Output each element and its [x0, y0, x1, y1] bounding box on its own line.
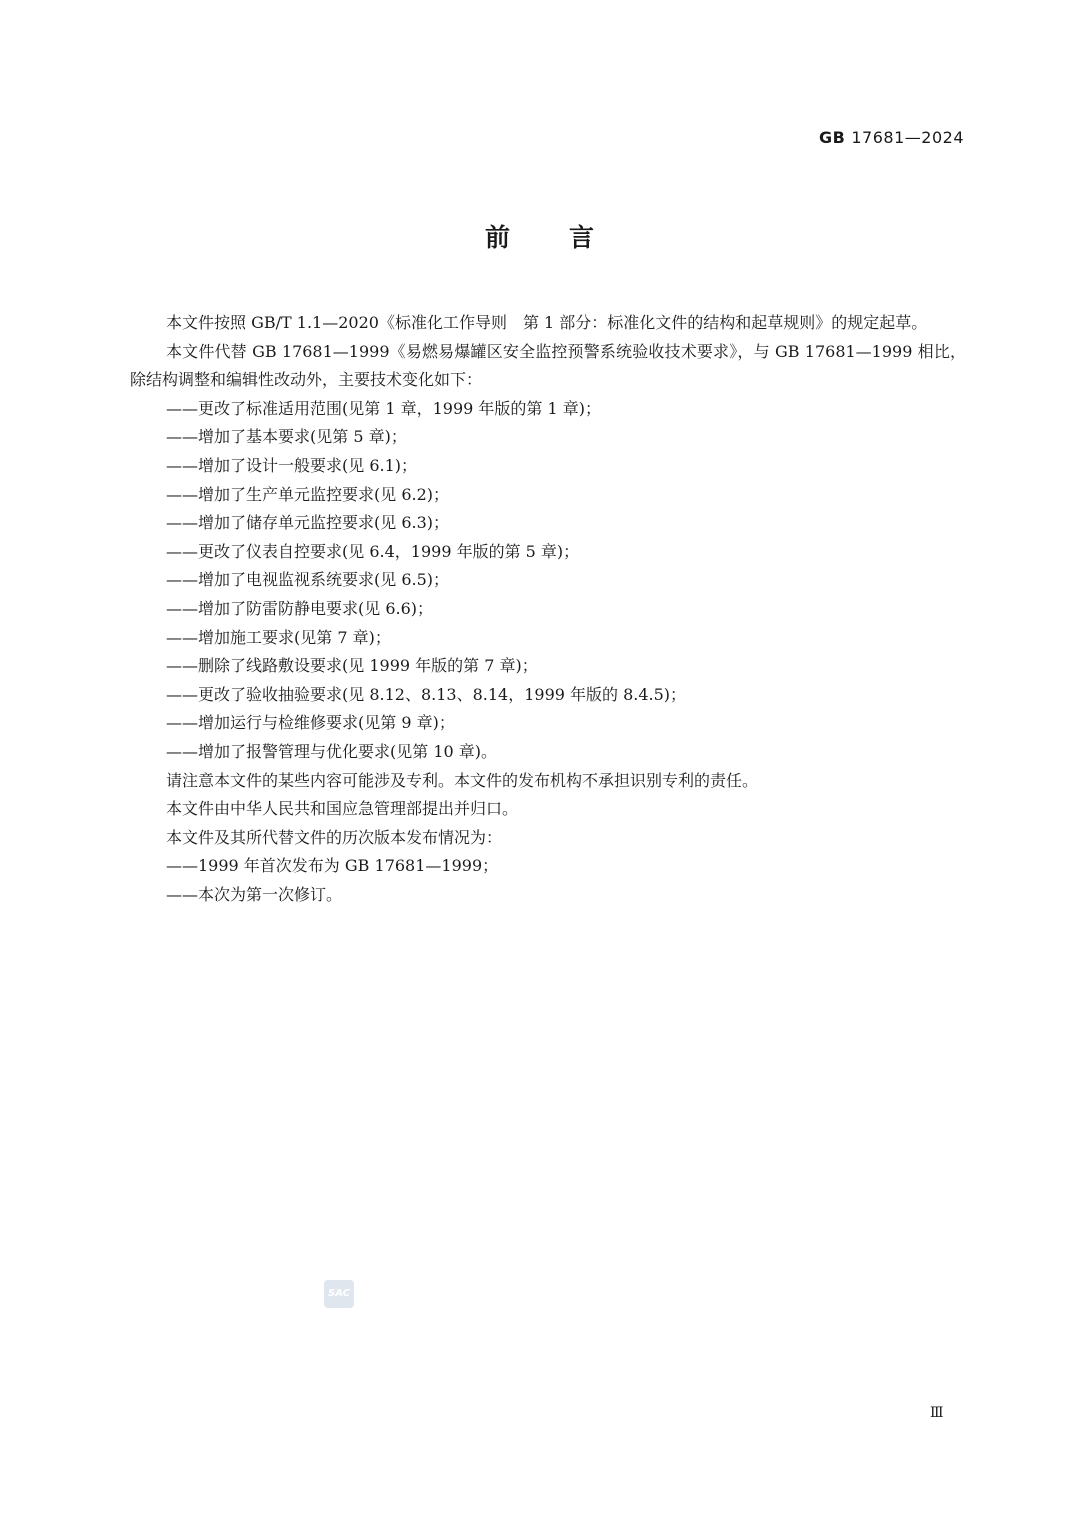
list-item: ——增加运行与检维修要求(见第 9 章)； — [166, 713, 455, 733]
list-item: ——本次为第一次修订。 — [166, 884, 343, 904]
title-char-1: 前 — [484, 223, 511, 252]
standard-code: 17681—2024 — [851, 128, 964, 147]
patent-notice: 请注意本文件的某些内容可能涉及专利。本文件的发布机构不承担识别专利的责任。 — [166, 770, 759, 790]
page-title — [0, 218, 1080, 254]
list-item: ——更改了验收抽验要求(见 8.12、8.13、8.14，1999 年版的 8.4.5)； — [166, 684, 687, 704]
changes-list — [130, 395, 966, 767]
sac-watermark: SAC — [324, 1280, 354, 1308]
page-number: Ⅲ — [930, 1405, 944, 1421]
list-item: ——增加了设计一般要求(见 6.1)； — [166, 455, 418, 475]
paragraph-replacement: 本文件代替 GB 17681—1999《易燃易爆罐区安全监控预警系统验收技术要求》，与 GB 17681—1999 相比，除结构调整和编辑性改动外，主要技术变化如下： — [130, 341, 966, 390]
foreword-body — [130, 309, 966, 909]
title-char-2: 言 — [569, 223, 596, 252]
standard-prefix: GB — [819, 128, 846, 147]
list-item: ——增加了防雷防静电要求(见 6.6)； — [166, 598, 434, 618]
history-list — [130, 852, 966, 909]
list-item: ——删除了线路敷设要求(见 1999 年版的第 7 章)； — [166, 656, 538, 676]
list-item: ——更改了标准适用范围(见第 1 章，1999 年版的第 1 章)； — [166, 398, 601, 418]
paragraph-drafting-rules: 本文件按照 GB/T 1.1—2020《标准化工作导则 第 1 部分：标准化文件的结构和起草规则》的规定起草。 — [166, 313, 928, 332]
standard-number — [819, 128, 964, 147]
list-item: ——更改了仪表自控要求(见 6.4，1999 年版的第 5 章)； — [166, 541, 580, 561]
list-item: ——增加施工要求(见第 7 章)； — [166, 627, 391, 647]
list-item: ——增加了报警管理与优化要求(见第 10 章)。 — [166, 741, 498, 761]
proposer-notice: 本文件由中华人民共和国应急管理部提出并归口。 — [166, 799, 519, 819]
list-item: ——增加了电视监视系统要求(见 6.5)； — [166, 570, 450, 590]
list-item: ——增加了储存单元监控要求(见 6.3)； — [166, 513, 450, 533]
list-item: ——1999 年首次发布为 GB 17681—1999； — [166, 856, 499, 876]
list-item: ——增加了基本要求(见第 5 章)； — [166, 427, 407, 447]
history-intro: 本文件及其所代替文件的历次版本发布情况为： — [166, 827, 503, 847]
list-item: ——增加了生产单元监控要求(见 6.2)； — [166, 484, 450, 504]
